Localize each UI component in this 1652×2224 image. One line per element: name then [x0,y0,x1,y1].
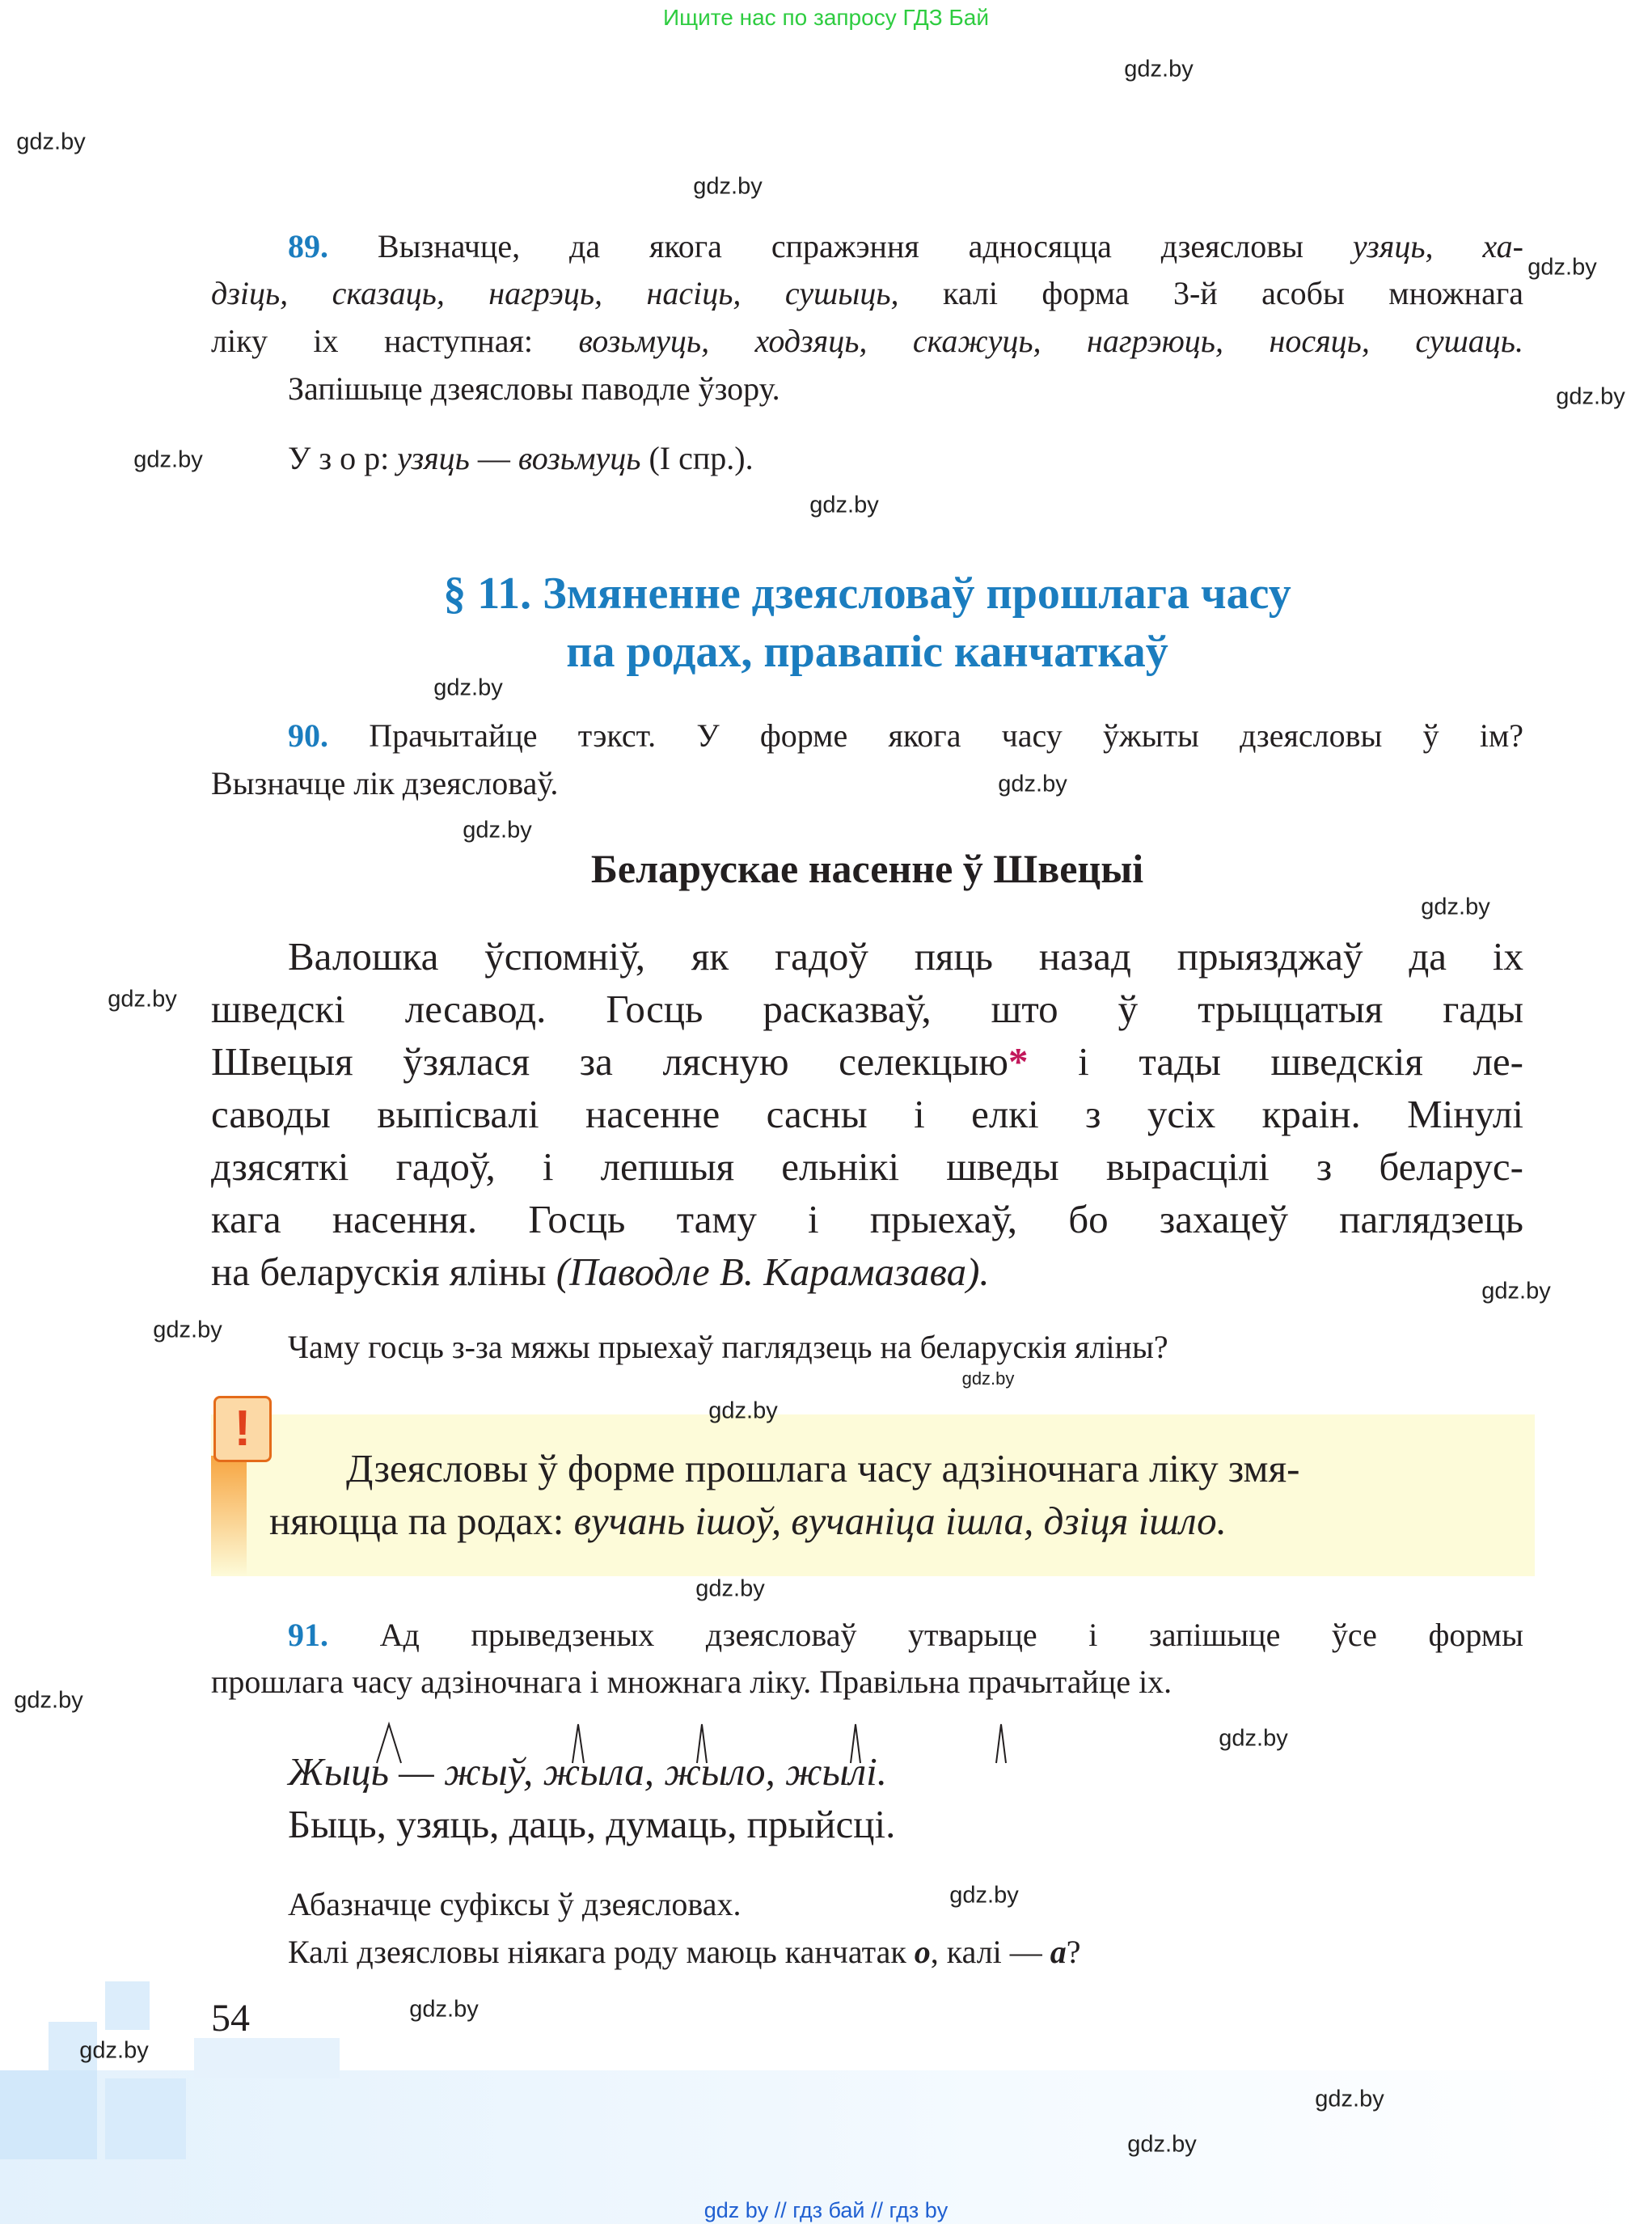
watermark: gdz.by [153,1317,222,1343]
ex91-question [288,1929,1523,1976]
watermark: gdz.by [133,446,203,473]
text: ? [1066,1934,1081,1970]
story-line: кага насення. Госць таму і прыехаў, бо захацеў паглядзець [211,1197,1523,1241]
story-line: шведскі лесавод. Госць расказваў, што ў трыццатыя гады [211,987,1523,1031]
text: — [469,440,518,476]
text: дзіць, сказаць, нагрэць, насіць, сушыць, [211,275,899,311]
ex91-line: прошлага часу адзіночнага і множнага ліку. Правільна прачытайце іх. [211,1664,1172,1700]
watermark: gdz.by [1556,383,1625,410]
heading-line: § 11. Змяненне дзеясловаў прошлага часу [443,569,1291,619]
decoration-square [0,2070,97,2159]
text: возьмуць [518,440,641,476]
watermark: gdz.by [16,129,86,155]
ex90-line: Вызначце лік дзеясловаў. [211,765,559,801]
page-number: 54 [211,1997,250,2040]
ex89-line [288,223,1523,270]
watermark: gdz.by [1527,254,1597,281]
example-line: Жыць — жыў, жыла, жыло, жылі. [288,1749,887,1794]
decoration-square [194,2038,340,2078]
text: няюцца па родах: [269,1499,574,1543]
ex89-pattern [288,435,1523,482]
ex91-line [288,1612,1523,1659]
watermark: gdz.by [961,1368,1015,1389]
ex90-line [288,712,1523,759]
text: , калі — [930,1934,1050,1970]
words-line: Быць, узяць, даць, думаць, прыйсці. [288,1802,896,1846]
watermark: gdz.by [809,492,879,518]
pattern-label: У з о р: [288,440,398,476]
decoration-square [105,2078,186,2159]
text: Швецыя ўзялася за лясную селекцыю [211,1039,1009,1084]
text: о [914,1934,931,1970]
story-line: саводы выпісвалі насенне сасны і елкі з усіх краін. Мінулі [211,1092,1523,1136]
text: і тады шведскія ле- [1028,1039,1523,1084]
watermark: gdz.by [693,173,763,200]
watermark: gdz.by [463,817,532,844]
exclamation-icon: ! [213,1396,272,1462]
text: Вызначце, да якога спражэння адносяцца дзеясловы [377,228,1353,264]
text: Прачытайце тэкст. У форме якога часу ўжыты дзеясловы ў ім? [369,717,1524,754]
ex89-line [211,270,1523,317]
rule-line: Дзеясловы ў форме прошлага часу адзіночнага ліку змя- [346,1446,1300,1490]
watermark: gdz.by [108,986,177,1013]
text: узяць [397,440,470,476]
ex91-question: Абазначце суфіксы ў дзеясловах. [288,1886,741,1922]
story-line [211,1035,1523,1088]
watermark: gdz.by [1127,2131,1197,2158]
ex89-line: Запішыце дзеясловы паводле ўзору. [288,370,780,407]
exercise-number: 91. [288,1617,328,1653]
watermark: gdz.by [695,1575,765,1602]
text: возьмуць, ходзяць, скажуць, нагрэюць, носяць, сушаць. [578,323,1524,359]
story-line: Валошка ўспомніў, як гадоў пяць назад прыязджаў да іх [288,934,1523,979]
ex89-line [211,318,1523,365]
watermark: gdz.by [433,674,503,701]
story-line [211,1245,1523,1298]
footer-links[interactable]: gdz by // гдз бай // гдз by [703,2198,949,2222]
watermark: gdz.by [1124,56,1194,82]
watermark: gdz.by [79,2037,149,2064]
text: ліку іх наступная: [211,323,579,359]
heading-line: па родах, правапіс канчаткаў [566,627,1168,677]
watermark: gdz.by [1421,894,1490,920]
footnote-asterisk: * [1008,1039,1029,1084]
exercise-number: 89. [288,228,328,264]
watermark: gdz.by [708,1397,778,1424]
exercise-number: 90. [288,717,328,754]
watermark: gdz.by [998,771,1067,797]
text: Ад прыведзеных дзеясловаў утварыце і запішыце ўсе формы [379,1617,1523,1653]
text: (I спр.). [640,440,754,476]
top-banner[interactable]: Ищите нас по запросу ГДЗ Бай [662,5,990,30]
story-question: Чаму госць з-за мяжы прыехаў паглядзець на беларускія яліны? [288,1329,1168,1365]
text: а [1050,1934,1067,1970]
source-citation: (Паводле В. Карамазава). [556,1249,990,1294]
story-line: дзясяткі гадоў, і лепшыя ельнікі шведы вырасцілі з беларус- [211,1144,1523,1189]
decoration-square [105,1981,150,2030]
section-heading [211,564,1523,681]
text: калі форма 3-й асобы множнага [898,275,1523,311]
watermark: gdz.by [949,1882,1019,1909]
watermark: gdz.by [1315,2086,1384,2112]
text: Калі дзеясловы ніякага роду маюць канчатак [288,1934,915,1970]
rule-box-accent [211,1456,247,1576]
text: вучань ішоў, вучаніца ішла, дзіця ішло. [573,1499,1227,1543]
watermark: gdz.by [1481,1278,1551,1304]
watermark: gdz.by [409,1996,479,2023]
rule-line [269,1495,1227,1547]
watermark: gdz.by [1219,1725,1288,1752]
text: на беларускія яліны [211,1249,556,1294]
watermark: gdz.by [14,1687,83,1714]
story-title: Беларускае насенне ў Швецыі [590,846,1144,891]
text: узяць, ха- [1352,228,1523,264]
